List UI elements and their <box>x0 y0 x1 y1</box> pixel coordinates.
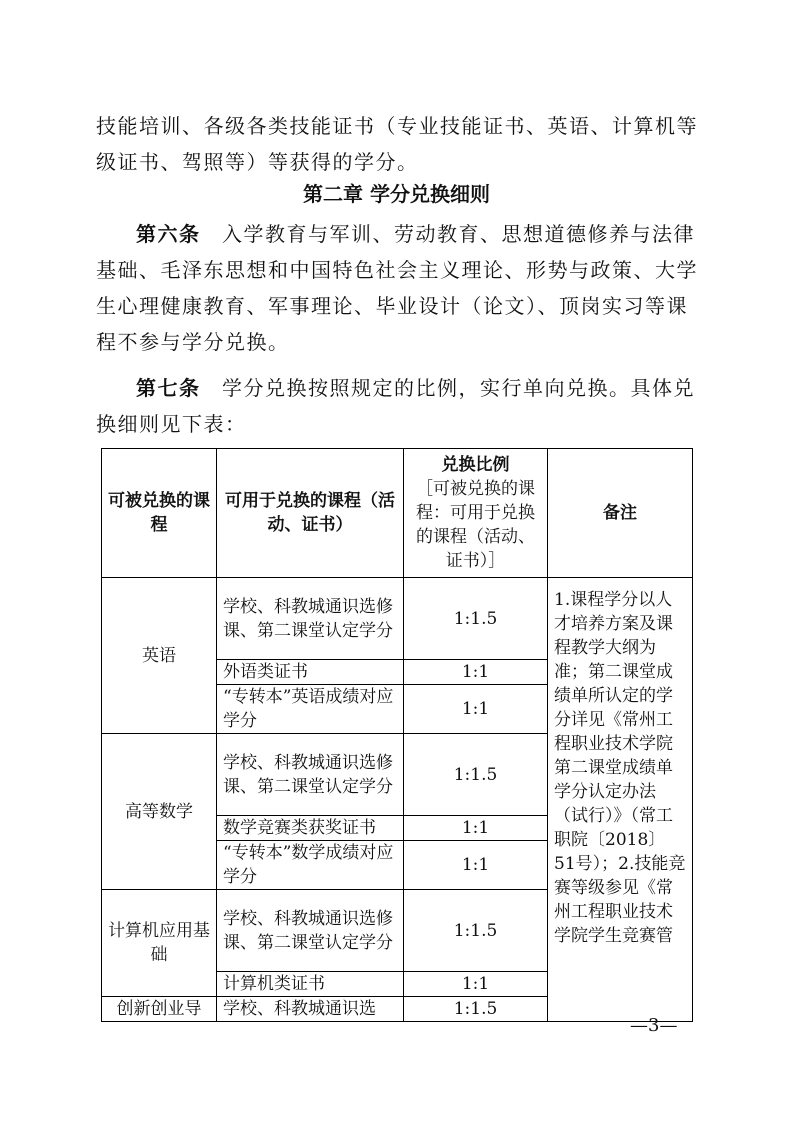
source-cell: 学校、科教城通识选修课、第二课堂认定学分 <box>217 734 404 816</box>
source-cell: 外语类证书 <box>217 660 404 685</box>
article-6 <box>96 216 701 360</box>
header-source-course: 可用于兑换的课程（活动、证书） <box>217 449 404 578</box>
ratio-cell: 1:1 <box>404 816 548 841</box>
source-cell: “专转本”英语成绩对应学分 <box>217 685 404 734</box>
intro-paragraph: 技能培训、各级各类技能证书（专业技能证书、英语、计算机等级证书、驾照等）等获得的学分。 <box>96 114 698 174</box>
article-6-text: 入学教育与军训、劳动教育、思想道德修养与法律基础、毛泽东思想和中国特色社会主义理论、形势与政策、大学生心理健康教育、军事理论、毕业设计（论文）、顶岗实习等课程不参与学分兑换。 <box>96 222 698 354</box>
source-cell: 学校、科教城通识选 <box>217 997 404 1022</box>
ratio-cell: 1:1 <box>404 972 548 997</box>
credit-exchange-table <box>101 448 693 1022</box>
source-cell: “专转本”数学成绩对应学分 <box>217 841 404 890</box>
chapter-title: 第二章 学分兑换细则 <box>303 182 490 206</box>
header-ratio-title: 兑换比例 <box>441 455 510 475</box>
ratio-cell: 1:1 <box>404 685 548 734</box>
ratio-cell: 1:1.5 <box>404 997 548 1022</box>
course-cell: 英语 <box>102 578 217 734</box>
source-cell: 数学竞赛类获奖证书 <box>217 816 404 841</box>
header-note: 备注 <box>548 449 693 578</box>
ratio-cell: 1:1.5 <box>404 578 548 660</box>
table-row <box>102 578 693 660</box>
ratio-cell: 1:1.5 <box>404 890 548 972</box>
article-7-label: 第七条 <box>136 376 201 400</box>
course-cell: 计算机应用基础 <box>102 890 217 997</box>
article-7-text: 学分兑换按照规定的比例，实行单向兑换。具体兑换细则见下表： <box>96 376 695 436</box>
header-ratio-sub: ［可被兑换的课程：可用于兑换的课程（活动、证书）］ <box>416 479 535 571</box>
header-ratio <box>404 449 548 578</box>
source-cell: 学校、科教城通识选修课、第二课堂认定学分 <box>217 578 404 660</box>
ratio-cell: 1:1.5 <box>404 734 548 816</box>
source-cell: 学校、科教城通识选修课、第二课堂认定学分 <box>217 890 404 972</box>
note-cell: 1.课程学分以人才培养方案及课程教学大纲为准；第二课堂成绩单所认定的学分详见《常州工程职业技术学院第二课堂成绩单学分认定办法（试行）》（常工职院〔2018〕51号）；2.技能竞赛等级参见《常州工程职业技术学院学生竞赛管 <box>548 578 693 1022</box>
header-exchangeable-course: 可被兑换的课程 <box>102 449 217 578</box>
ratio-cell: 1:1 <box>404 660 548 685</box>
ratio-cell: 1:1 <box>404 841 548 890</box>
course-cell: 创新创业导 <box>102 997 217 1022</box>
article-7 <box>96 370 701 442</box>
course-cell: 高等数学 <box>102 734 217 890</box>
article-6-label: 第六条 <box>136 222 201 246</box>
table-header-row <box>102 449 693 578</box>
page-number: —3— <box>630 1015 678 1036</box>
source-cell: 计算机类证书 <box>217 972 404 997</box>
